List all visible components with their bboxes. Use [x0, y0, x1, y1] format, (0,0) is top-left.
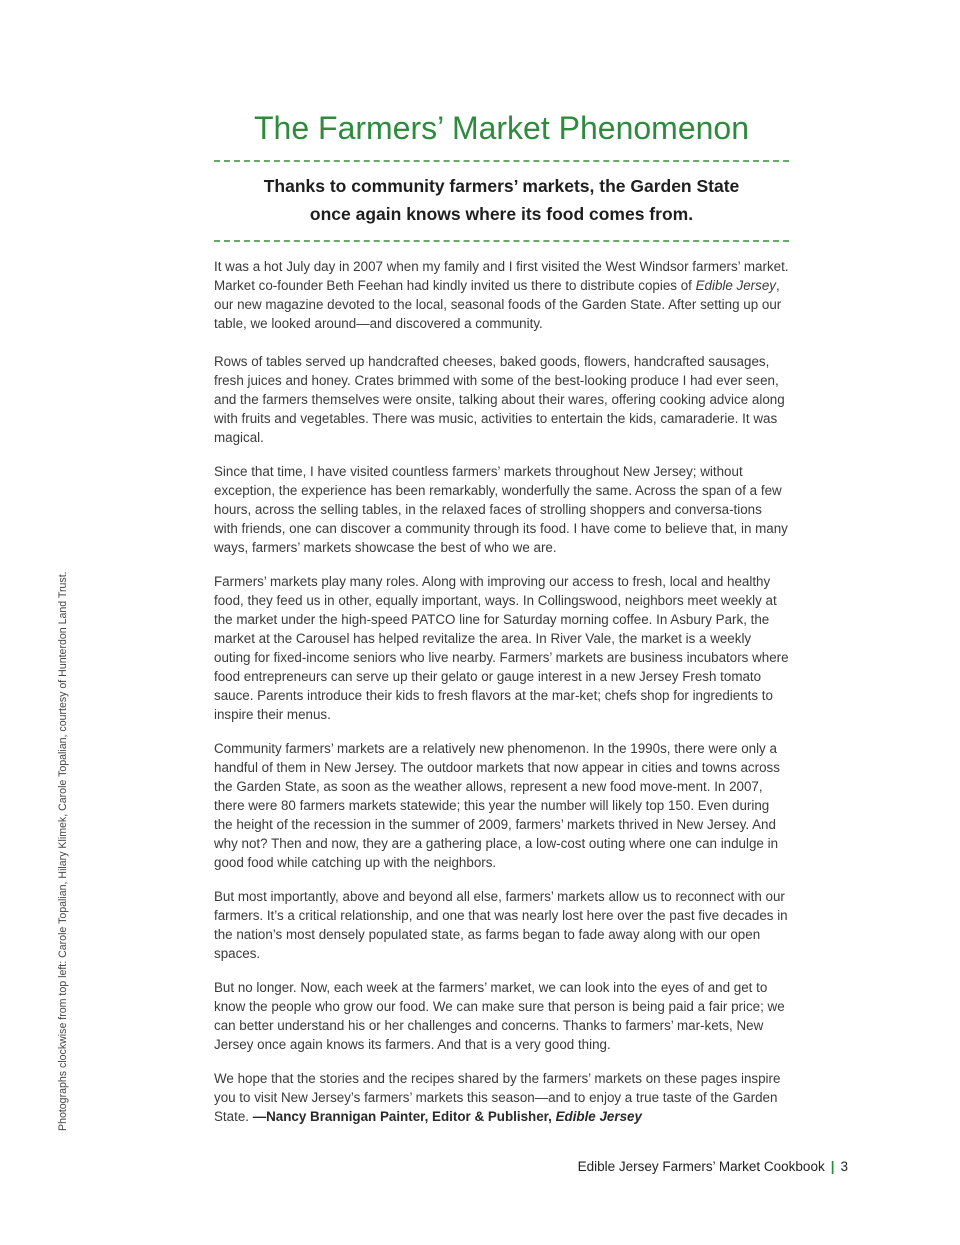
- signature-publication: Edible Jersey: [555, 1109, 642, 1124]
- paragraph-1-end: , our new magazine devoted to the local, seasonal foods of the Garden State. After setting up our table, we looked around—and discovered a community.: [214, 278, 782, 331]
- page-number: 3: [840, 1159, 848, 1174]
- signature: [253, 1109, 642, 1124]
- paragraph-6: But most importantly, above and beyond all else, farmers’ markets allow us to reconnect with our farmers. It’s a critical relationship, and one that was nearly lost here over the past five decades in the nation’s most densely populated state, as farms began to fade away along with our open spaces.: [214, 889, 788, 961]
- paragraph-7: But no longer. Now, each week at the farmers’ market, we can look into the eyes of and get to know the people who grow our food. We can make sure that person is being paid a fair price; we can better understand his or her challenges and concerns. Thanks to farmers’ mar-kets, New Jersey once again knows its farmers. And that is a very good thing.: [214, 980, 785, 1052]
- article-body: [214, 257, 789, 1141]
- paragraph-4: Farmers’ markets play many roles. Along with improving our access to fresh, local and healthy food, they feed us in other, equally important, ways. In Collingswood, neighbors meet weekly at the market under the high-speed PATCO line for Saturday morning coffee. In Asbury Park, the market at the Carousel has helped revitalize the area. In River Vale, the market is a weekly outing for fixed-income seniors who live nearby. Farmers’ markets are business incubators where food entrepreneurs can serve up their gelato or gauge interest in a new Jersey Fresh tomato sauce. Parents introduce their kids to fresh flavors at the mar-ket; chefs shop for ingredients to inspire their menus.: [214, 574, 789, 722]
- page-footer: [578, 1157, 848, 1177]
- signature-name: —Nancy Brannigan Painter, Editor & Publisher,: [252, 1109, 556, 1124]
- paragraph-2: Rows of tables served up handcrafted cheeses, baked goods, flowers, handcrafted sausages, fresh juices and honey. Crates brimmed with some of the best-looking produce I had ever seen, and the farmers themselves were onsite, talking about their wares, offering cooking advice along with fruits and vegetables. There was music, activities to entertain the kids, camaraderie. It was magical.: [214, 354, 785, 445]
- footer-book-title: Edible Jersey Farmers’ Market Cookbook: [577, 1159, 825, 1174]
- subtitle: [214, 172, 789, 228]
- magazine-name: Edible Jersey: [695, 278, 776, 293]
- footer-separator: |: [830, 1159, 835, 1174]
- paragraph-3: Since that time, I have visited countless farmers’ markets throughout New Jersey; without exception, the experience has been remarkably, wonderfully the same. Across the span of a few hours, across the selling tables, in the relaxed faces of strolling shoppers and conversa-tions with friends, one can discover a community through its food. I have come to believe that, in many ways, farmers’ markets showcase the best of who we are.: [214, 464, 788, 555]
- page-title: The Farmers’ Market Phenomenon: [253, 110, 749, 146]
- top-dashed-divider: [214, 160, 789, 162]
- subtitle-line-2: once again knows where its food comes from.: [309, 204, 694, 224]
- paragraph-8-text: We hope that the stories and the recipes shared by the farmers’ markets on these pages inspire you to visit New Jersey’s farmers’ markets this season—and to enjoy a true taste of the Garden State.: [214, 1071, 781, 1124]
- photo-credit: Photographs clockwise from top left: Carole Topalian, Hilary Klimek, Carole Topalian, courtesy of Hunterdon Land Trust.: [57, 571, 69, 1131]
- bottom-dashed-divider: [214, 240, 789, 242]
- paragraph-1-start: It was a hot July day in 2007 when my family and I first visited the West Windsor farmers’ market. Market co-founder Beth Feehan had kindly invited us there to distribute copies of: [214, 259, 789, 293]
- paragraph-8: [214, 1069, 789, 1126]
- subtitle-line-1: Thanks to community farmers’ markets, the Garden State: [263, 176, 740, 196]
- paragraph-5: Community farmers’ markets are a relatively new phenomenon. In the 1990s, there were only a handful of them in New Jersey. The outdoor markets that now appear in cities and towns across the Garden State, as soon as the weather allows, represent a new food move-ment. In 2007, there were 80 farmers markets statewide; this year the number will likely top 150. Even during the height of the recession in the summer of 2009, farmers’ markets thrived in New Jersey. And why not? Then and now, they are a gathering place, a low-cost outing where one can indulge in good food while catching up with the neighbors.: [214, 741, 780, 870]
- paragraph-1: [214, 257, 789, 333]
